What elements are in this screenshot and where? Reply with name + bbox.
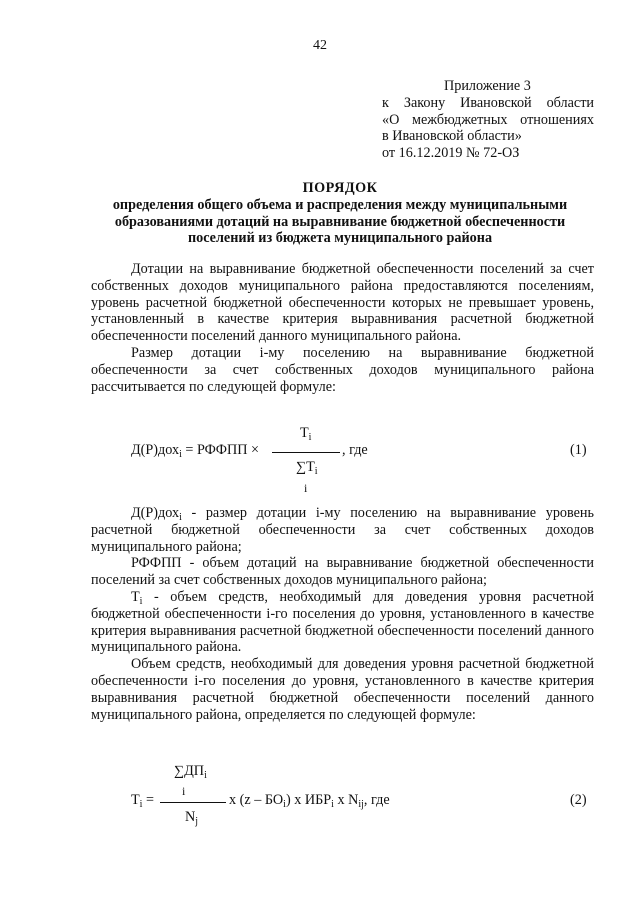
formula-1-tail: , где: [342, 442, 368, 458]
formula-1-numerator: [300, 425, 311, 442]
appendix-line: от 16.12.2019 № 72-ОЗ: [382, 145, 520, 162]
formula-text: T: [306, 459, 315, 475]
formula-1-number: (1): [570, 442, 587, 458]
formula-text: T: [131, 792, 140, 808]
appendix-line: к Закону Ивановской области: [382, 94, 594, 111]
formula-sub: i: [283, 799, 286, 810]
formula-1-lhs: [131, 442, 259, 459]
appendix-line: Приложение 3: [444, 78, 531, 94]
definition-text: - размер дотации i-му поселению на выравнивание уровень расчетной бюджетной обеспеченности за счет собственных доходов муниципального района;: [91, 505, 594, 555]
formula-sub: i: [314, 466, 318, 477]
definition: [91, 505, 594, 555]
formula-2-number: (2): [570, 792, 587, 808]
definition-text: - объем средств, необходимый для доведения уровня расчетной бюджетной обеспеченности i-го поселения до уровня, установленного в качестве критерия выравнивания расчетной бюджетной обеспеченности поселений данного муниципального района.: [91, 588, 594, 656]
appendix-line: «О межбюджетных отношениях: [382, 111, 594, 128]
fraction-bar: [272, 452, 340, 453]
formula-sub: i: [139, 799, 143, 810]
title-heading: ПОРЯДОК: [302, 180, 378, 196]
paragraph-block-1: [91, 261, 594, 395]
sum-index: i: [182, 784, 186, 798]
fraction-bar: [160, 802, 226, 803]
formula-sub: i: [331, 799, 334, 810]
formula-sub: i: [179, 449, 182, 460]
sum-symbol: ∑: [174, 763, 185, 779]
formula-text: T: [300, 425, 309, 441]
sum-symbol: ∑: [296, 459, 307, 475]
title-line: образованиями дотаций на выравнивание бюджетной обеспеченности: [114, 213, 566, 230]
formula-text: T: [131, 588, 140, 605]
appendix-line: в Ивановской области»: [382, 128, 522, 145]
formula-text: x (z – БО: [229, 792, 284, 808]
formula-2-numerator: [174, 763, 207, 780]
document-title: [90, 180, 590, 247]
formula-2-lhs: [131, 792, 154, 809]
formula-text: ) x ИБР: [285, 792, 332, 808]
formula-text: , где: [363, 792, 390, 808]
title-line: поселений из бюджета муниципального района: [187, 230, 493, 247]
formula-text: Д(Р)дох: [131, 505, 180, 521]
sum-index: i: [304, 481, 308, 495]
paragraph: Размер дотации i-му поселению на выравнивание бюджетной обеспеченности за счет собственных доходов муниципального района рассчитывается по следующей формуле:: [91, 344, 594, 395]
definition: РФФПП - объем дотаций на выравнивание бюджетной обеспеченности поселений за счет собственных доходов муниципального района;: [91, 555, 594, 589]
formula-text: ДП: [184, 763, 205, 779]
formula-sub: i: [204, 770, 207, 781]
paragraph-block-2: [91, 505, 594, 723]
formula-2-tail: [229, 792, 390, 809]
formula-text: =: [142, 792, 155, 808]
formula-text: x N: [333, 792, 359, 808]
formula-2-denominator: [185, 809, 198, 826]
formula-1-denominator: [296, 459, 318, 476]
paragraph: Дотации на выравнивание бюджетной обеспеченности поселений за счет собственных доходов муниципального района предоставляются поселениям, уровень расчетной бюджетной обеспеченности которых не превышает уровень, установленный в качестве критерия выравнивания расчетной бюджетной обеспеченности поселений данного муниципального района.: [91, 261, 594, 345]
formula-sub: i: [308, 432, 312, 443]
formula-sub: i: [139, 595, 143, 607]
title-line: определения общего объема и распределения между муниципальными: [112, 196, 568, 213]
formula-sub: ij: [358, 799, 364, 810]
formula-text: N: [185, 809, 196, 825]
formula-sub: i: [179, 512, 182, 523]
formula-text: = РФФПП ×: [181, 442, 260, 458]
page-number: 42: [313, 38, 327, 53]
paragraph: Объем средств, необходимый для доведения уровня расчетной бюджетной обеспеченности i-го поселения до уровня, установленного в качестве критерия выравнивания расчетной бюджетной обеспеченности поселений данного муниципального района, определяется по следующей формуле:: [91, 656, 594, 723]
formula-text: Д(Р)дох: [131, 442, 180, 458]
appendix-header: [382, 78, 594, 162]
formula-sub: j: [195, 816, 199, 827]
definition: [91, 589, 594, 656]
